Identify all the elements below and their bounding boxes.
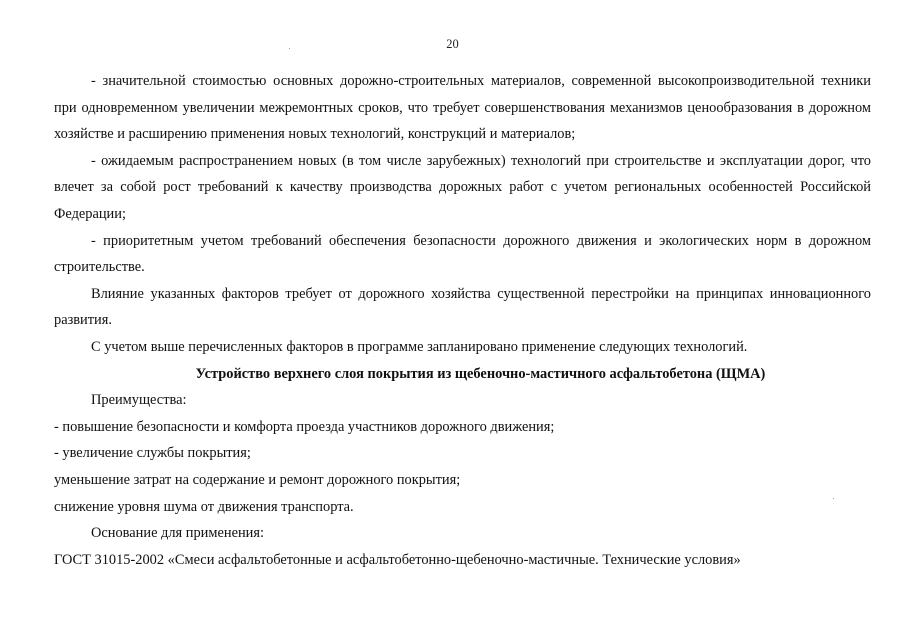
section-heading: Устройство верхнего слоя покрытия из щебеночно-мастичного асфальтобетона (ЩМА) [195,365,766,382]
advantage-item: уменьшение затрат на содержание и ремонт дорожного покрытия; [54,471,461,488]
document-body [54,68,871,573]
paragraph-cost-factor: - значительной стоимостью основных дорожно-строительных материалов, современной высокопроизводительной техники при одновременном увеличении межремонтных сроков, что требует совершенствования механизмов ценообразования в дорожном хозяйстве и расширению применения новых технологий, конструкций и материалов; [54,73,871,143]
paragraph-technologies-planned: С учетом выше перечисленных факторов в программе запланировано применение следующих технологий. [91,338,748,355]
advantages-label: Преимущества: [91,392,187,409]
paragraph-safety-priority: - приоритетным учетом требований обеспечения безопасности дорожного движения и экологических норм в дорожном строительстве. [54,232,871,276]
advantage-item: - увеличение службы покрытия; [54,445,251,462]
paragraph-influence: Влияние указанных факторов требует от дорожного хозяйства существенной перестройки на принципах инновационного развития. [54,285,871,329]
advantage-item: снижение уровня шума от движения транспорта. [54,498,354,515]
scan-speck [833,498,834,499]
scan-speck [289,48,290,49]
page-number: 20 [446,37,459,51]
basis-item: ГОСТ 31015-2002 «Смеси асфальтобетонные и асфальтобетонно-щебеночно-мастичные. Технические условия» [54,551,741,568]
advantage-item: - повышение безопасности и комфорта проезда участников дорожного движения; [54,418,555,435]
paragraph-technology-spread: - ожидаемым распространением новых (в том числе зарубежных) технологий при строительстве и эксплуатации дорог, что влечет за собой рост требований к качеству производства дорожных работ с учетом региональных особенностей Российской Федерации; [54,152,871,222]
basis-label: Основание для применения: [91,525,264,542]
